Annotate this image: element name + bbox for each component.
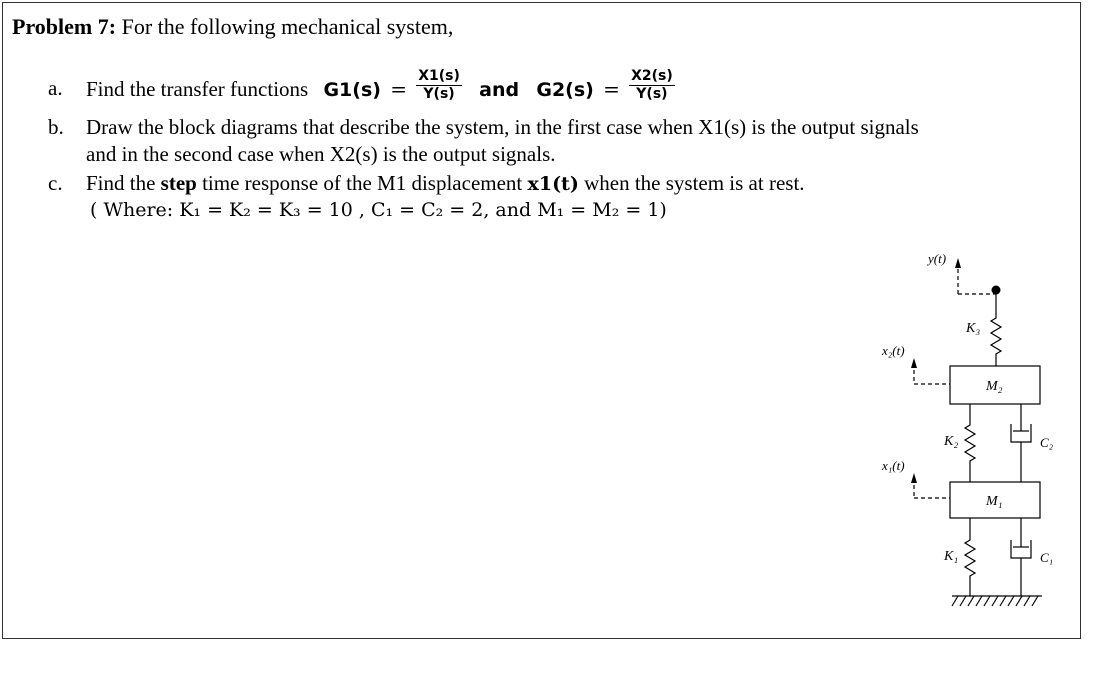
g1-denominator: Y(s) <box>423 86 455 102</box>
item-b-line1: Draw the block diagrams that describe the system, in the first case when X1(s) is the output signals <box>86 115 919 139</box>
x2-label: x₂(t) <box>882 343 905 358</box>
c2-label: C₂ <box>1040 435 1054 450</box>
g2-label: G2(s) <box>536 79 594 102</box>
item-c-marker: c. <box>48 171 63 195</box>
k3-label: K₃ <box>966 321 981 336</box>
spring-k3 <box>991 294 1001 366</box>
damper-c2 <box>1011 404 1031 482</box>
g1-label: G1(s) <box>323 79 381 102</box>
item-c-post: when the system is at rest. <box>584 171 805 195</box>
item-c-pre: Find the <box>86 171 156 195</box>
damper-c1 <box>1011 518 1031 596</box>
input-node <box>992 286 1001 295</box>
y-label: y(t) <box>928 251 947 266</box>
g2-equals: = <box>603 77 620 102</box>
item-b-line2: and in the second case when X2(s) is the output signals. <box>86 142 556 166</box>
c1-label: C₁ <box>1040 550 1054 565</box>
g1-equals: = <box>390 77 407 102</box>
x2-arrow <box>911 358 950 384</box>
spring-k1 <box>965 518 975 596</box>
m1-label: M₁ <box>986 494 1003 509</box>
spring-k2 <box>965 404 975 482</box>
k2-label: K₂ <box>944 434 959 449</box>
item-a-text: Find the transfer functions <box>86 77 309 102</box>
x1-label: x₁(t) <box>882 458 905 473</box>
item-b-marker: b. <box>48 115 64 139</box>
g1-numerator: X1(s) <box>418 68 460 84</box>
y-arrow <box>955 258 996 294</box>
item-c-var: x1(t) <box>527 173 579 195</box>
item-c-step: step <box>160 171 197 195</box>
and-word: and <box>479 79 520 102</box>
ground <box>952 596 1042 606</box>
g2-denominator: Y(s) <box>636 86 668 102</box>
x1-arrow <box>911 473 950 498</box>
k1-label: K₁ <box>944 549 959 564</box>
item-c-params: ( Where: K₁ = K₂ = K₃ = 10 , C₁ = C₂ = 2, and M₁ = M₂ = 1) <box>90 199 667 221</box>
m2-label: M₂ <box>986 379 1003 394</box>
problem-intro: For the following mechanical system, <box>121 14 454 39</box>
item-c-mid: time response of the M1 displacement <box>202 171 523 195</box>
item-a-marker: a. <box>48 76 63 100</box>
g2-numerator: X2(s) <box>631 68 673 84</box>
problem-label: Problem 7: <box>12 14 117 39</box>
